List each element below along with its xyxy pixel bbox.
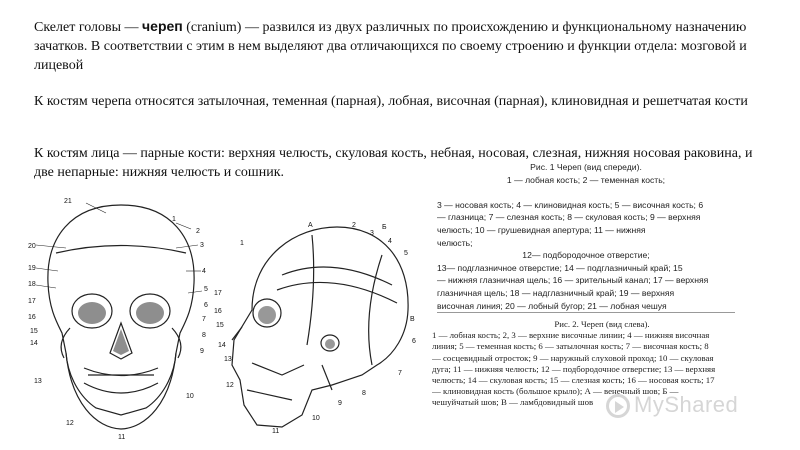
caption2-line: дуга; 11 — нижняя челюсть; 12 — подбородочное отверстие; 13 — верхняя xyxy=(432,363,716,374)
fig2-label: 13 xyxy=(224,356,232,363)
cranial-bones-paragraph: К костям черепа относятся затылочная, теменная (парная), лобная, височная (парная), клиновидная и решетчатая кости xyxy=(34,94,748,109)
fig1-label: 6 xyxy=(204,302,208,309)
fig1-label: 21 xyxy=(64,198,72,205)
fig1-label: 8 xyxy=(202,332,206,339)
caption2-line: — сосцевидный отросток; 9 — наружный слуховой проход; 10 — скуловая xyxy=(432,352,714,363)
fig1-label: 18 xyxy=(28,281,36,288)
fig2-label: 17 xyxy=(214,290,222,297)
fig1-label: 13 xyxy=(34,378,42,385)
caption1-line: челюсть; 10 — грушевидная апертура; 11 — нижняя xyxy=(437,224,646,235)
caption1-line xyxy=(437,186,735,199)
fig1-label: 12 xyxy=(66,420,74,427)
caption2-line: — клиновидная кость (большое крыло); А — венечный шов; Б — xyxy=(432,386,679,397)
fig1-label: 15 xyxy=(30,328,38,335)
fig2-label: 5 xyxy=(404,250,408,257)
fig2-label: 6 xyxy=(412,338,416,345)
fig1-label: 7 xyxy=(202,316,206,323)
caption1-line: височная линия; 20 — лобный бугор; 21 — лобная чешуя xyxy=(437,300,667,311)
skull-front-figure xyxy=(26,193,216,443)
fig2-label: Б xyxy=(382,224,387,231)
intro-term: череп xyxy=(142,18,183,34)
fig1-label: 10 xyxy=(186,393,194,400)
caption2-line: чешуйчатый шов; В — ламбдовидный шов xyxy=(432,397,594,408)
fig2-label: 11 xyxy=(272,428,280,435)
caption1-line: 3 — носовая кость; 4 — клиновидная кость; 5 — височная кость; 6 xyxy=(437,199,704,210)
caption2-line: челюсть; 14 — скуловая кость; 15 — слезная кость; 16 — носовая кость; 17 xyxy=(432,375,715,386)
fig2-label: 4 xyxy=(388,238,392,245)
fig1-label: 11 xyxy=(118,434,126,441)
fig2-label: 16 xyxy=(214,308,222,315)
caption1-line: челюсть; xyxy=(437,237,473,248)
fig1-label: 9 xyxy=(200,348,204,355)
fig1-label: 4 xyxy=(202,268,206,275)
fig2-label: 10 xyxy=(312,415,320,422)
caption1-line: — глазница; 7 — слезная кость; 8 — скуловая кость; 9 — верхняя xyxy=(437,212,701,223)
caption1-line: 13— подглазничное отверстие; 14 — подглазничный край; 15 xyxy=(437,262,683,273)
fig2-label: 15 xyxy=(216,322,224,329)
caption1-line: — нижняя глазничная щель; 16 — зрительный канал; 17 — верхняя xyxy=(437,275,709,286)
fig1-label: 17 xyxy=(28,298,36,305)
fig1-label: 2 xyxy=(196,228,200,235)
intro-paragraph xyxy=(34,17,774,75)
watermark-logo xyxy=(606,392,738,418)
fig1-label: 14 xyxy=(30,340,38,347)
intro-text-start: Скелет головы — xyxy=(34,20,143,35)
caption2-line: 1 — лобная кость; 2, 3 — верхние височные линии; 4 — нижняя височная xyxy=(432,330,710,341)
caption2-line: Рис. 2. Череп (вид слева). xyxy=(554,319,650,329)
fig2-label: 12 xyxy=(226,382,234,389)
caption1-line: глазничная щель; 18 — надглазничный край; 19 — верхняя xyxy=(437,287,675,298)
fig2-label: А xyxy=(308,222,313,229)
fig1-label: 19 xyxy=(28,265,36,272)
skull-side-figure xyxy=(212,215,422,435)
caption2-line: линия; 5 — теменная кость; 6 — затылочная кость; 7 — височная кость; 8 xyxy=(432,341,709,352)
fig1-label: 20 xyxy=(28,243,36,250)
fig1-label: 5 xyxy=(204,286,208,293)
fig1-label: 3 xyxy=(200,242,204,249)
fig1-label: 1 xyxy=(172,216,176,223)
play-icon xyxy=(606,394,630,418)
fig2-label: 3 xyxy=(370,230,374,237)
fig2-label: 8 xyxy=(362,390,366,397)
intro-text-end: (cranium) — развился из двух различных по происхождению и функциональному назначению зачатков. В соответствии с этим в нем выделяют два отличающихся по своему строению и функции отдела: мозговой и лицевой xyxy=(34,20,747,73)
fig2-label: 7 xyxy=(398,370,402,377)
caption1-line: 12— подбородочное отверстие; xyxy=(522,250,650,261)
caption1-line: Рис. 1 Череп (вид спереди). xyxy=(530,162,642,172)
figure1-caption xyxy=(437,161,735,313)
fig1-label: 16 xyxy=(28,314,36,321)
watermark-text: MyShared xyxy=(634,392,739,417)
caption1-line: 1 — лобная кость; 2 — теменная кость; xyxy=(506,174,666,185)
fig2-label: 2 xyxy=(352,222,356,229)
fig2-label: 14 xyxy=(218,342,226,349)
fig2-label: В xyxy=(410,316,415,323)
fig2-label: 1 xyxy=(240,240,244,247)
facial-bones-paragraph: К костям лица — парные кости: верхняя челюсть, скуловая кость, небная, носовая, слезная, нижняя носовая раковина, и две непарные: нижняя челюсть и сошник. xyxy=(34,146,753,180)
fig2-label: 9 xyxy=(338,400,342,407)
